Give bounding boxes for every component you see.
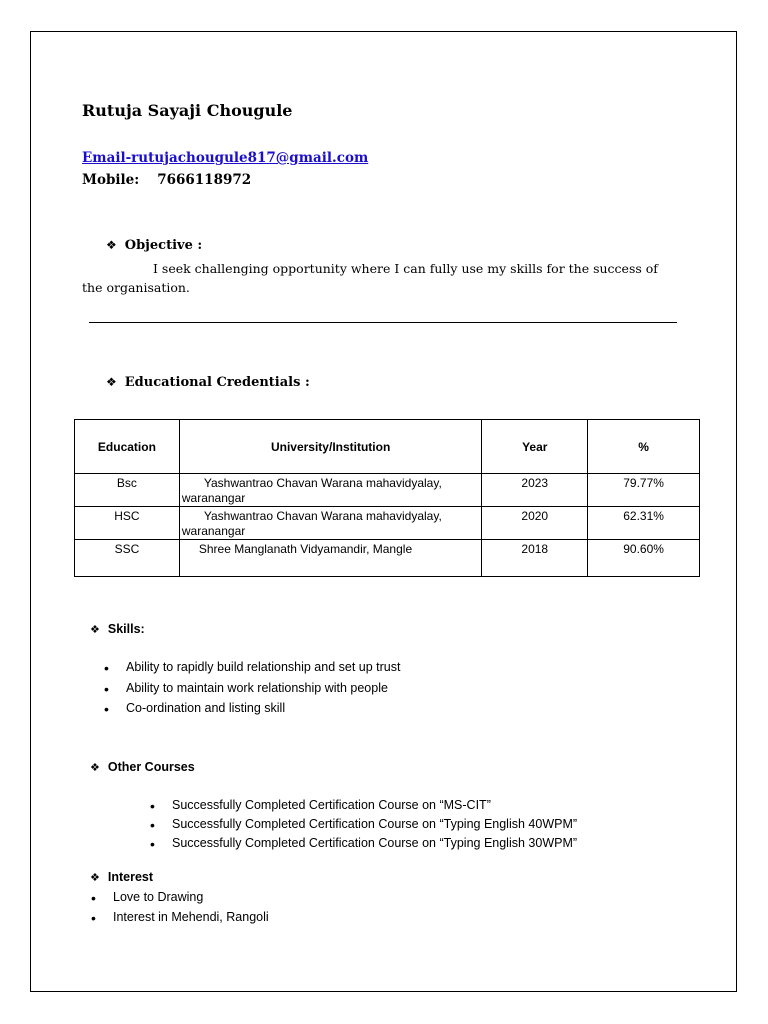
- list-item: • Co-ordination and listing skill: [126, 701, 400, 722]
- objective-heading-text: Objective :: [124, 238, 203, 253]
- year-cell: 2020: [482, 507, 588, 540]
- year-cell: 2023: [482, 474, 588, 507]
- objective-text: I seek challenging opportunity where I can fully use my skills for the success of the organisation.: [82, 261, 658, 295]
- column-header-education: Education: [75, 420, 180, 474]
- education-cell: Bsc: [75, 474, 180, 507]
- other-courses-heading: [90, 760, 195, 774]
- percent-cell: 62.31%: [588, 507, 700, 540]
- diamond-bullet-icon: ❖: [106, 375, 117, 389]
- list-item: • Successfully Completed Certification Course on “Typing English 40WPM”: [172, 817, 577, 836]
- objective-heading: [106, 238, 202, 253]
- diamond-bullet-icon: ❖: [106, 238, 117, 252]
- mobile-number: 7666118972: [157, 172, 252, 188]
- interest-list: [113, 890, 269, 930]
- interest-heading-text: Interest: [107, 870, 154, 884]
- column-header-year: Year: [482, 420, 588, 474]
- diamond-bullet-icon: ❖: [90, 872, 100, 884]
- mobile-line: [82, 172, 251, 188]
- interest-heading: [90, 870, 153, 884]
- mobile-label: Mobile:: [82, 172, 140, 188]
- skills-heading: [90, 622, 145, 636]
- institution-cell: Yashwantrao Chavan Warana mahavidyalay, waranangar: [179, 474, 482, 507]
- education-heading-text: Educational Credentials :: [124, 375, 310, 390]
- percent-cell: 79.77%: [588, 474, 700, 507]
- skills-heading-text: Skills:: [107, 622, 145, 636]
- institution-cell: Yashwantrao Chavan Warana mahavidyalay, waranangar: [179, 507, 482, 540]
- section-divider: [89, 322, 677, 323]
- education-table: [74, 419, 700, 577]
- email-link[interactable]: Email-rutujachougule817@gmail.com: [82, 150, 369, 166]
- year-cell: 2018: [482, 540, 588, 577]
- table-row: [75, 507, 700, 540]
- percent-cell: 90.60%: [588, 540, 700, 577]
- education-cell: HSC: [75, 507, 180, 540]
- other-courses-heading-text: Other Courses: [107, 760, 195, 774]
- skills-list: [126, 660, 400, 722]
- diamond-bullet-icon: ❖: [90, 762, 100, 774]
- candidate-name: Rutuja Sayaji Chougule: [82, 101, 293, 120]
- list-item: • Ability to rapidly build relationship and set up trust: [126, 660, 400, 681]
- education-cell: SSC: [75, 540, 180, 577]
- other-courses-list: [172, 798, 577, 855]
- table-row: [75, 540, 700, 577]
- list-item: • Interest in Mehendi, Rangoli: [113, 910, 269, 930]
- education-heading: [106, 375, 310, 390]
- diamond-bullet-icon: ❖: [90, 624, 100, 636]
- table-header-row: [75, 420, 700, 474]
- table-row: [75, 474, 700, 507]
- column-header-institution: University/Institution: [179, 420, 482, 474]
- column-header-percent: %: [588, 420, 700, 474]
- list-item: • Love to Drawing: [113, 890, 269, 910]
- list-item: • Ability to maintain work relationship with people: [126, 681, 400, 702]
- list-item: • Successfully Completed Certification Course on “MS-CIT”: [172, 798, 577, 817]
- list-item: • Successfully Completed Certification Course on “Typing English 30WPM”: [172, 836, 577, 855]
- institution-cell: Shree Manglanath Vidyamandir, Mangle: [179, 540, 482, 577]
